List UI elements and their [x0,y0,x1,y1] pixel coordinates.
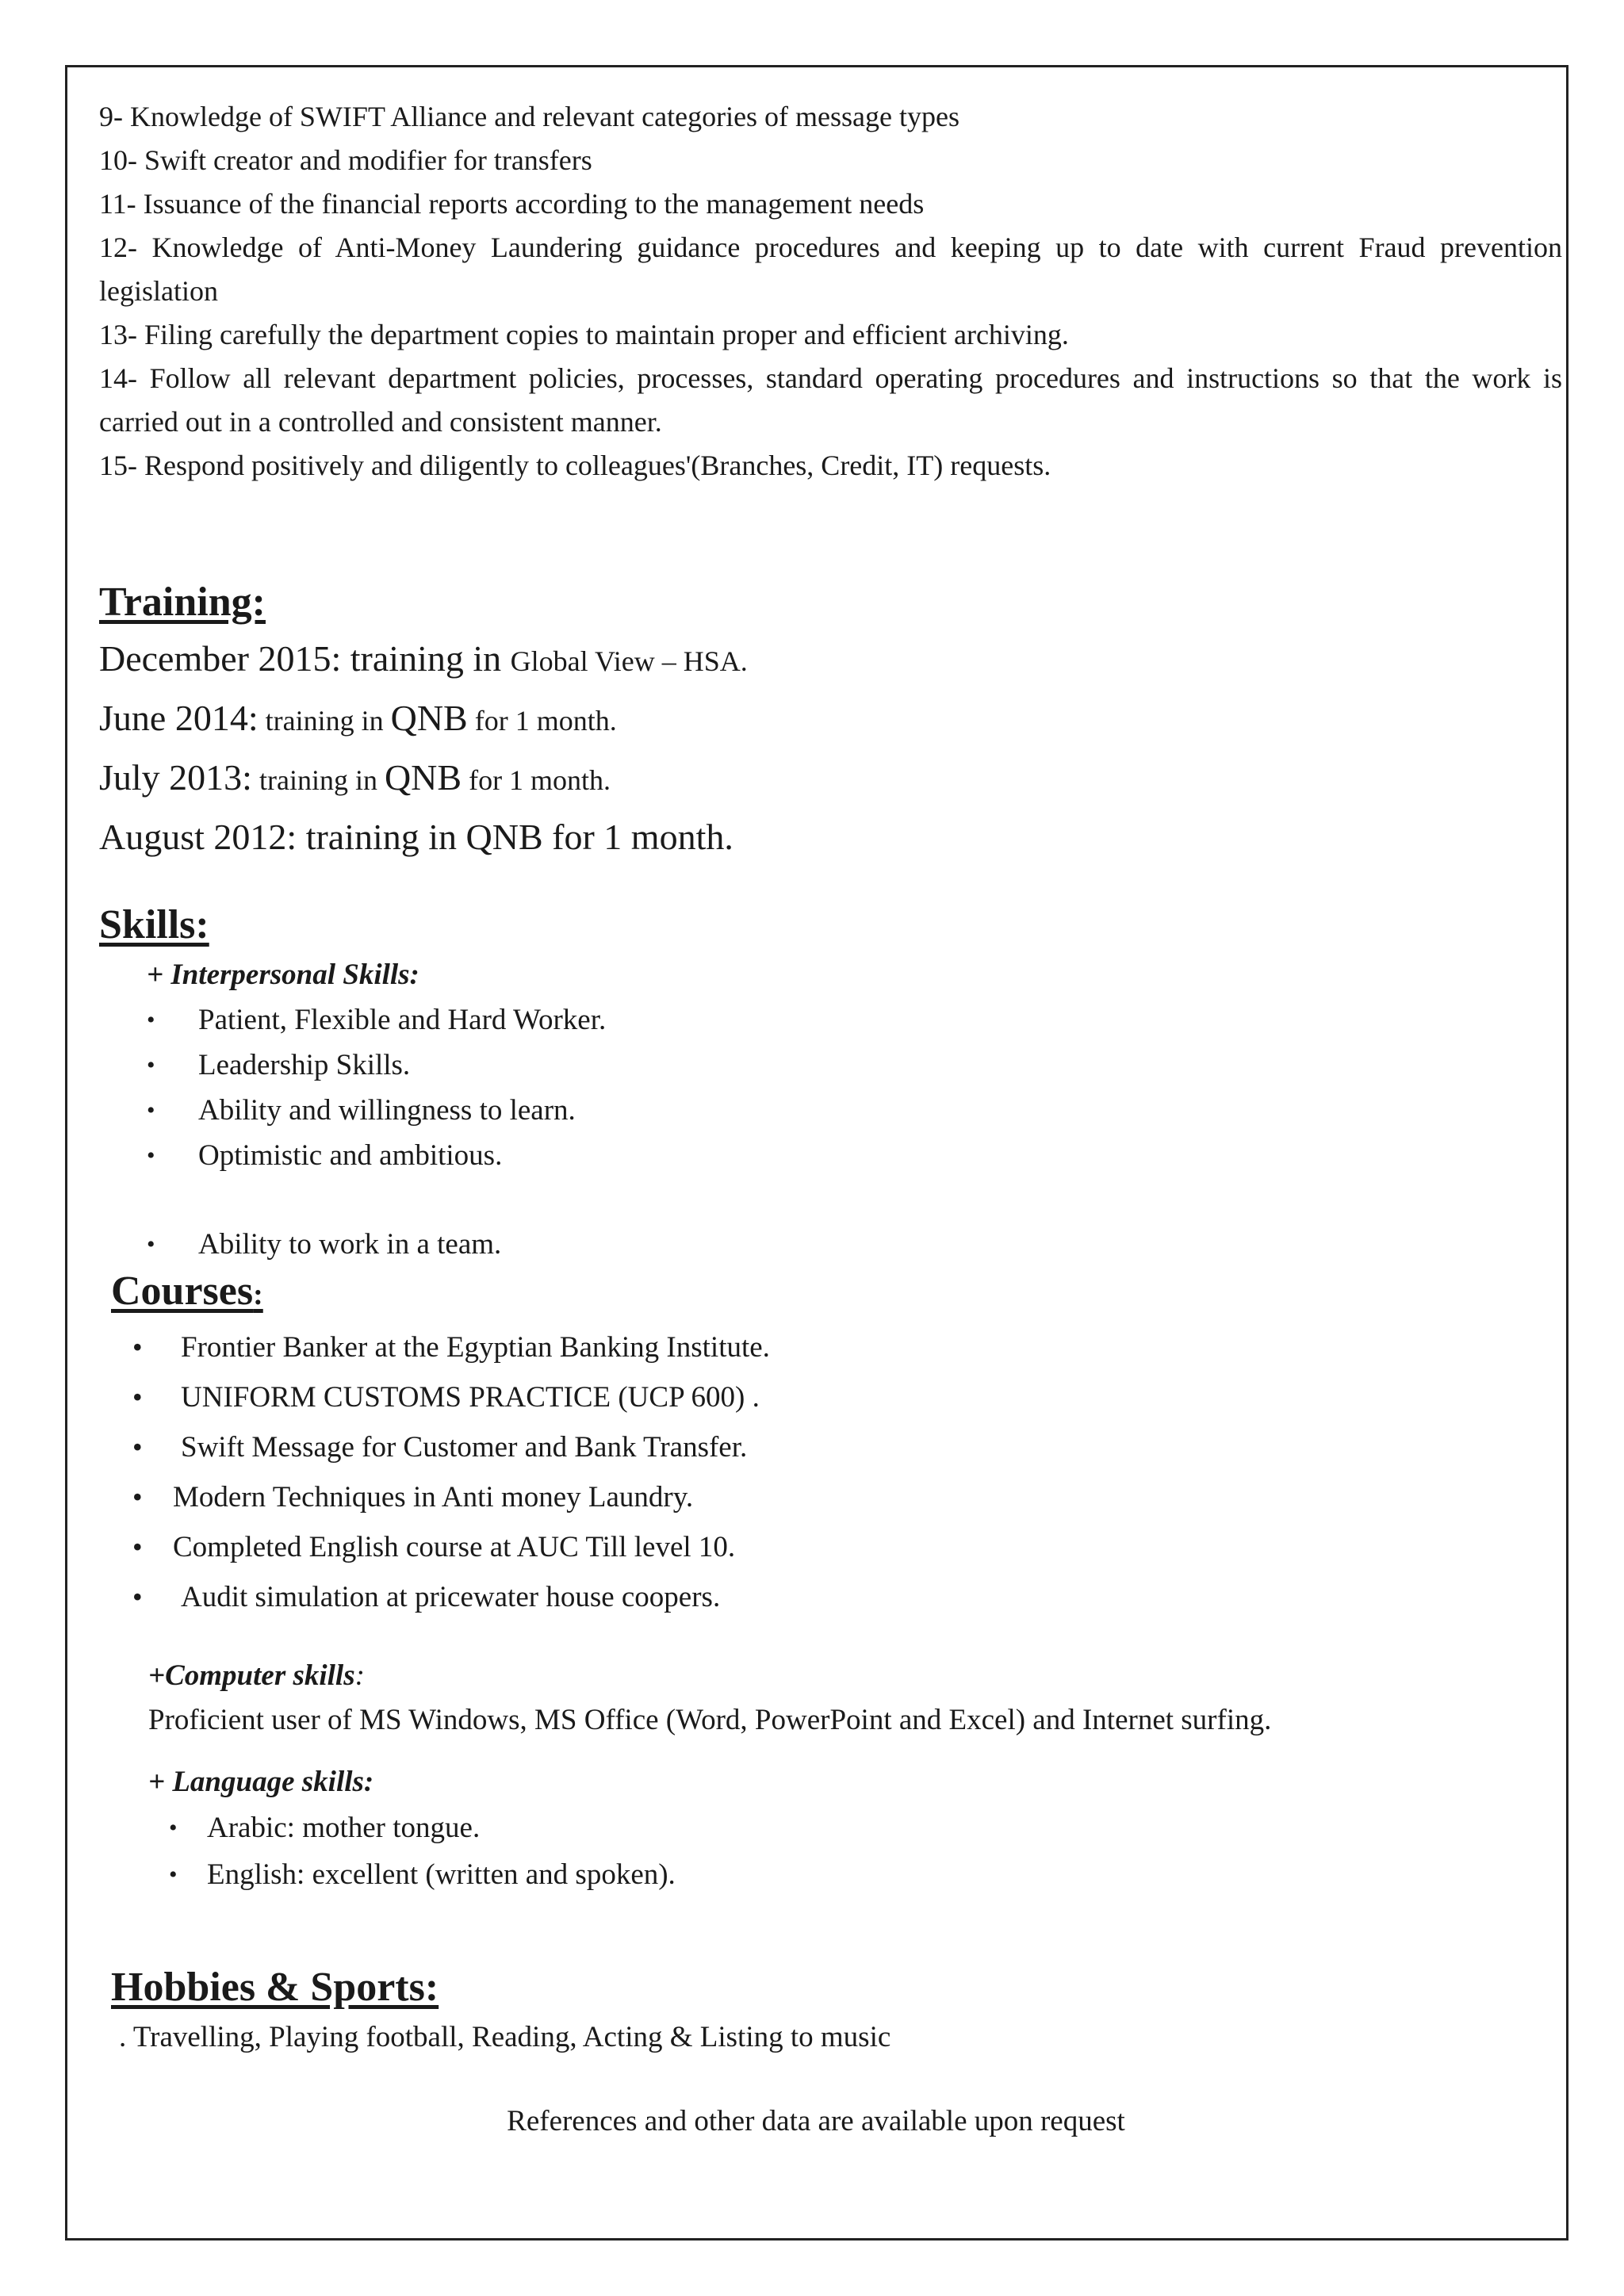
language-list [99,1804,1562,1898]
training-text: for 1 month. [467,705,617,737]
courses-title-colon: : [253,1278,263,1311]
list-item [99,1851,1562,1898]
training-text: training in [341,638,511,679]
bullet-icon: • [147,1231,155,1257]
training-text: training in [258,705,391,737]
bullet-icon: • [132,1381,143,1413]
duty-item: 15- Respond positively and diligently to colleagues'(Branches, Credit, IT) requests. [99,450,1051,481]
training-entry [99,630,1562,690]
courses-title-text: Courses [111,1269,254,1314]
duty-item: 12- Knowledge of Anti-Money Laundering guidance procedures and keeping up to date with current Fraud prevention legislation [99,232,1562,307]
bullet-icon: • [147,1052,155,1078]
courses-title [99,1264,1562,1322]
bullet-icon: • [147,1007,155,1033]
interpersonal-heading: + Interpersonal Skills: [147,959,419,991]
duty-item: 13- Filing carefully the department copies to maintain proper and efficient archiving. [99,319,1069,350]
bullet-icon: • [132,1481,143,1513]
courses-list [99,1322,1562,1622]
bullet-icon: • [132,1331,143,1363]
course-text: Modern Techniques in Anti money Laundry. [173,1481,694,1513]
skill-text: Ability to work in a team. [198,1228,502,1261]
duty-item: 14- Follow all relevant department policies, processes, standard operating procedures and instructions so that the work is carried out in a controlled and consistent manner. [99,362,1562,438]
skill-text: Ability and willingness to learn. [198,1094,576,1127]
bullet-icon: • [132,1431,143,1463]
training-date: July 2013: [99,757,252,798]
bullet-icon: • [132,1531,143,1563]
hobbies-text: . Travelling, Playing football, Reading, Acting & Listing to music [119,2021,891,2053]
training-title: Training: [99,580,266,625]
list-item [99,1472,1562,1522]
bullet-icon: • [169,1815,178,1841]
bullet-icon: • [132,1581,143,1613]
training-text: QNB [384,757,462,798]
list-item [99,1372,1562,1422]
list-item [99,1088,1562,1133]
skill-text: Optimistic and ambitious. [198,1139,503,1172]
training-text: training in [251,764,385,796]
training-text: QNB [390,698,468,738]
references-note: References and other data are available upon request [507,2105,1125,2137]
duties-list [99,95,1562,488]
list-item [99,1043,1562,1088]
list-item [99,1804,1562,1851]
training-date: December 2015: [99,638,342,679]
bullet-icon: • [147,1097,155,1123]
list-item [99,1322,1562,1372]
training-list [99,630,1562,866]
training-date: June 2014: [99,698,259,738]
interpersonal-list [99,997,1562,1267]
bullet-icon: • [147,1142,155,1169]
course-text: Frontier Banker at the Egyptian Banking Institute. [181,1331,770,1364]
skills-title: Skills: [99,902,209,947]
bullet-icon: • [169,1862,178,1888]
training-entry [99,690,1562,749]
training-text: Global View – HSA. [510,645,748,677]
training-text: for 1 month. [462,764,611,796]
computer-skills-heading [99,1654,1562,1698]
resume-content [99,95,1562,2144]
list-item [99,1422,1562,1472]
course-text: Audit simulation at pricewater house coopers. [181,1581,721,1613]
training-entry [99,809,1562,866]
computer-heading-colon: : [354,1659,365,1692]
skill-text: Patient, Flexible and Hard Worker. [198,1004,607,1036]
list-item [99,997,1562,1043]
computer-heading-text: +Computer skills [148,1659,355,1692]
training-text: training in QNB for 1 month. [297,817,733,857]
course-text: UNIFORM CUSTOMS PRACTICE (UCP 600) . [181,1381,760,1414]
skill-text: Leadership Skills. [198,1049,411,1081]
training-entry [99,749,1562,809]
hobbies-title: Hobbies & Sports: [111,1965,439,2010]
language-text: English: excellent (written and spoken). [207,1858,676,1891]
duty-item: 11- Issuance of the financial reports according to the management needs [99,188,925,220]
language-text: Arabic: mother tongue. [207,1812,481,1844]
list-item [99,1133,1562,1178]
duty-item: 9- Knowledge of SWIFT Alliance and relevant categories of message types [99,101,959,132]
language-heading: + Language skills: [148,1766,374,1798]
course-text: Swift Message for Customer and Bank Transfer. [181,1431,748,1464]
list-item [99,1522,1562,1572]
list-item [99,1222,1562,1267]
computer-skills-text: Proficient user of MS Windows, MS Office (Word, PowerPoint and Excel) and Internet surfing. [148,1704,1272,1736]
duty-item: 10- Swift creator and modifier for transfers [99,144,592,176]
training-date: August 2012: [99,817,297,857]
list-item [99,1572,1562,1622]
course-text: Completed English course at AUC Till level 10. [173,1531,736,1563]
